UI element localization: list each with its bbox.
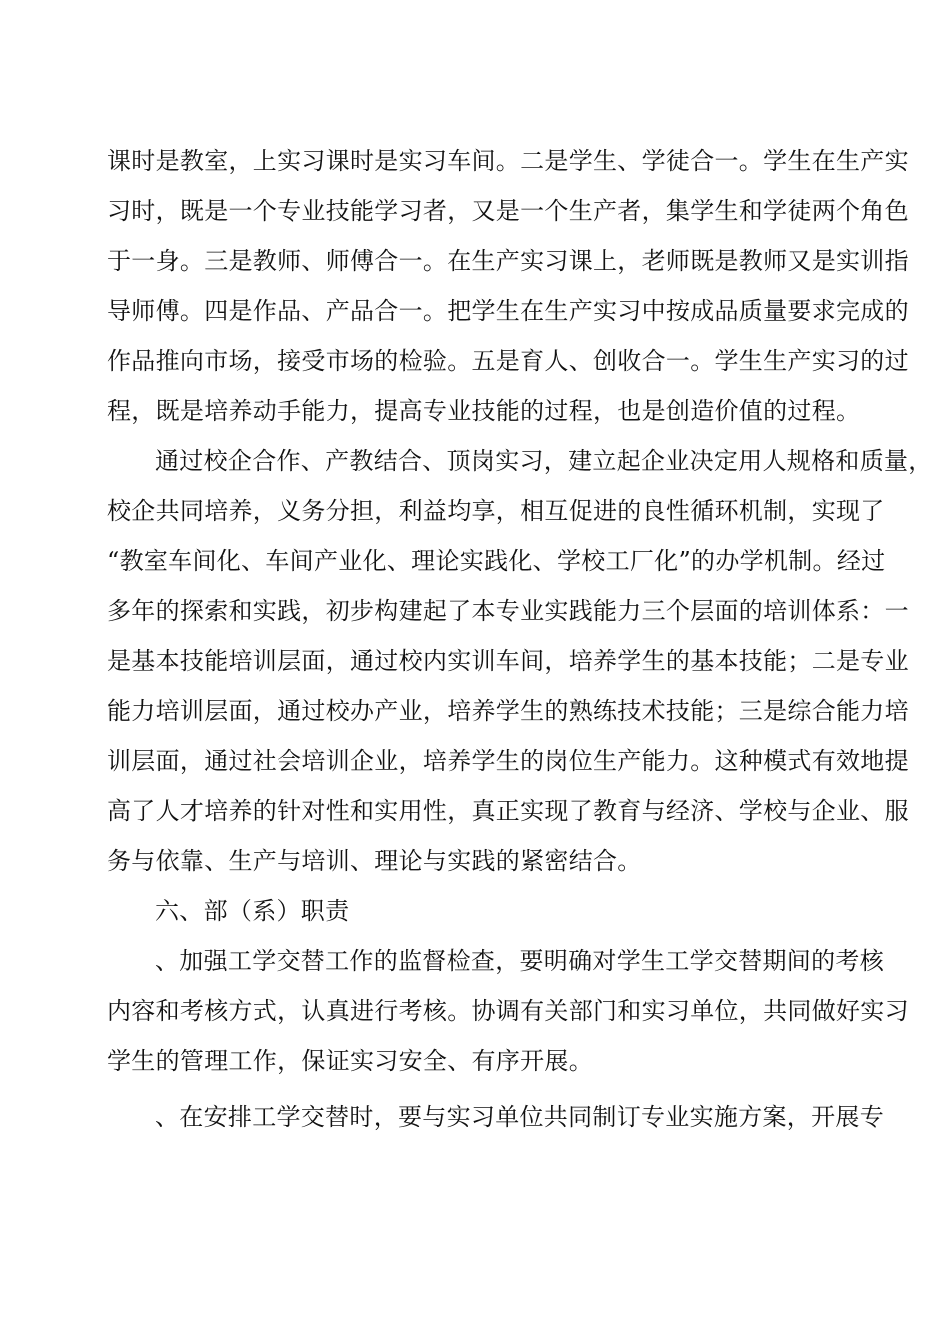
text-line: 内容和考核方式，认真进行考核。协调有关部门和实习单位，共同做好实习 (107, 997, 909, 1025)
paragraph-first-line: 、在安排工学交替时，要与实习单位共同制订专业实施方案，开展专 (155, 1103, 884, 1131)
text-line: “教室车间化、车间产业化、理论实践化、学校工厂化”的办学机制。经过 (107, 547, 886, 575)
text-line: 作品推向市场，接受市场的检验。五是育人、创收合一。学生生产实习的过 (107, 347, 909, 375)
paragraph-first-line: 、加强工学交替工作的监督检查，要明确对学生工学交替期间的考核 (155, 947, 884, 975)
text-line: 课时是教室，上实习课时是实习车间。二是学生、学徒合一。学生在生产实 (107, 147, 909, 175)
text-line: 校企共同培养，义务分担，利益均享，相互促进的良性循环机制，实现了 (107, 497, 885, 525)
text-line: 习时，既是一个专业技能学习者，又是一个生产者，集学生和学徒两个角色 (107, 197, 909, 225)
section-heading: 六、部（系）职责 (155, 897, 350, 925)
text-line: 多年的探索和实践，初步构建起了本专业实践能力三个层面的培训体系：一 (107, 597, 909, 625)
text-line: 学生的管理工作，保证实习安全、有序开展。 (107, 1047, 593, 1075)
text-line: 务与依靠、生产与培训、理论与实践的紧密结合。 (107, 847, 642, 875)
text-line: 于一身。三是教师、师傅合一。在生产实习课上，老师既是教师又是实训指 (107, 247, 909, 275)
text-line: 训层面，通过社会培训企业，培养学生的岗位生产能力。这种模式有效地提 (107, 747, 909, 775)
text-line: 程，既是培养动手能力，提高专业技能的过程，也是创造价值的过程。 (107, 397, 861, 425)
paragraph-first-line: 通过校企合作、产教结合、顶岗实习，建立起企业决定用人规格和质量， (155, 447, 933, 475)
text-line: 能力培训层面，通过校办产业，培养学生的熟练技术技能；三是综合能力培 (107, 697, 909, 725)
text-line: 是基本技能培训层面，通过校内实训车间，培养学生的基本技能；二是专业 (107, 647, 909, 675)
text-line: 导师傅。四是作品、产品合一。把学生在生产实习中按成品质量要求完成的 (107, 297, 909, 325)
text-line: 高了人才培养的针对性和实用性，真正实现了教育与经济、学校与企业、服 (107, 797, 909, 825)
